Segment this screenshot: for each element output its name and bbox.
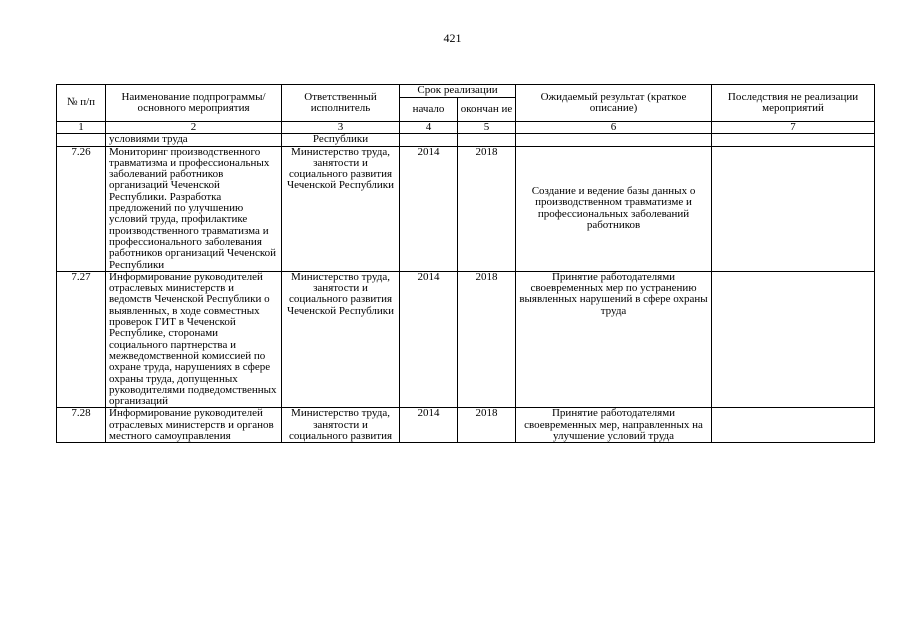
page-number: 421 — [443, 31, 462, 45]
column-number-row — [57, 122, 875, 134]
cell-num: 7.27 — [57, 271, 106, 408]
cell-name: Информирование руководителей отраслевых министерств и ведомств Чеченской Республики о выявленных, в ходе совместных проверок ГИТ в Чеченской Республике, сторонами социального партнерства и межведомственной комиссией по охране труда, нарушениях в сфере охраны труда, допущенных руководителями подведомственных организаций — [106, 271, 282, 408]
header-num: № п/п — [57, 85, 106, 122]
table-row — [57, 408, 875, 443]
cell-result: Создание и ведение базы данных о производственном травматизме и профессиональных заболеваний работников — [516, 146, 712, 271]
header-result: Ожидаемый результат (краткое описание) — [516, 85, 712, 122]
cell-executor: Республики — [282, 134, 400, 146]
cell-consequences — [712, 271, 875, 408]
column-number: 4 — [400, 122, 458, 134]
column-number: 1 — [57, 122, 106, 134]
table-row — [57, 271, 875, 408]
cell-executor: Министерство труда, занятости и социального развития Чеченской Республики — [282, 271, 400, 408]
cell-name: условиями труда — [106, 134, 282, 146]
header-consequences: Последствия не реализации мероприятий — [712, 85, 875, 122]
cell-consequences — [712, 146, 875, 271]
cell-executor: Министерство труда, занятости и социального развития — [282, 408, 400, 443]
continuation-row — [57, 134, 875, 146]
cell-consequences — [712, 408, 875, 443]
cell-end: 2018 — [458, 408, 516, 443]
cell-start: 2014 — [400, 271, 458, 408]
cell-name: Мониторинг производственного травматизма и профессиональных заболеваний работников организаций Чеченской Республики. Разработка предложений по улучшению условий труда, профилактике производственного травматизма и профессионального заболевания работников организаций Чеченской Республики — [106, 146, 282, 271]
cell-num: 7.26 — [57, 146, 106, 271]
cell-num: 7.28 — [57, 408, 106, 443]
cell-start: 2014 — [400, 146, 458, 271]
cell-executor: Министерство труда, занятости и социального развития Чеченской Республики — [282, 146, 400, 271]
column-number: 2 — [106, 122, 282, 134]
header-executor: Ответственный исполнитель — [282, 85, 400, 122]
cell-result: Принятие работодателями своевременных мер, направленных на улучшение условий труда — [516, 408, 712, 443]
column-number: 5 — [458, 122, 516, 134]
table-row — [57, 146, 875, 271]
column-number: 6 — [516, 122, 712, 134]
header-name: Наименование подпрограммы/ основного мероприятия — [106, 85, 282, 122]
activities-table — [56, 84, 875, 443]
header-period: Срок реализации — [400, 85, 516, 98]
header-start: начало — [400, 98, 458, 122]
cell-name: Информирование руководителей отраслевых министерств и органов местного самоуправления — [106, 408, 282, 443]
header-end: окончан ие — [458, 98, 516, 122]
cell-end: 2018 — [458, 146, 516, 271]
cell-result: Принятие работодателями своевременных мер по устранению выявленных нарушений в сфере охраны труда — [516, 271, 712, 408]
column-number: 3 — [282, 122, 400, 134]
column-number: 7 — [712, 122, 875, 134]
cell-start: 2014 — [400, 408, 458, 443]
cell-end: 2018 — [458, 271, 516, 408]
